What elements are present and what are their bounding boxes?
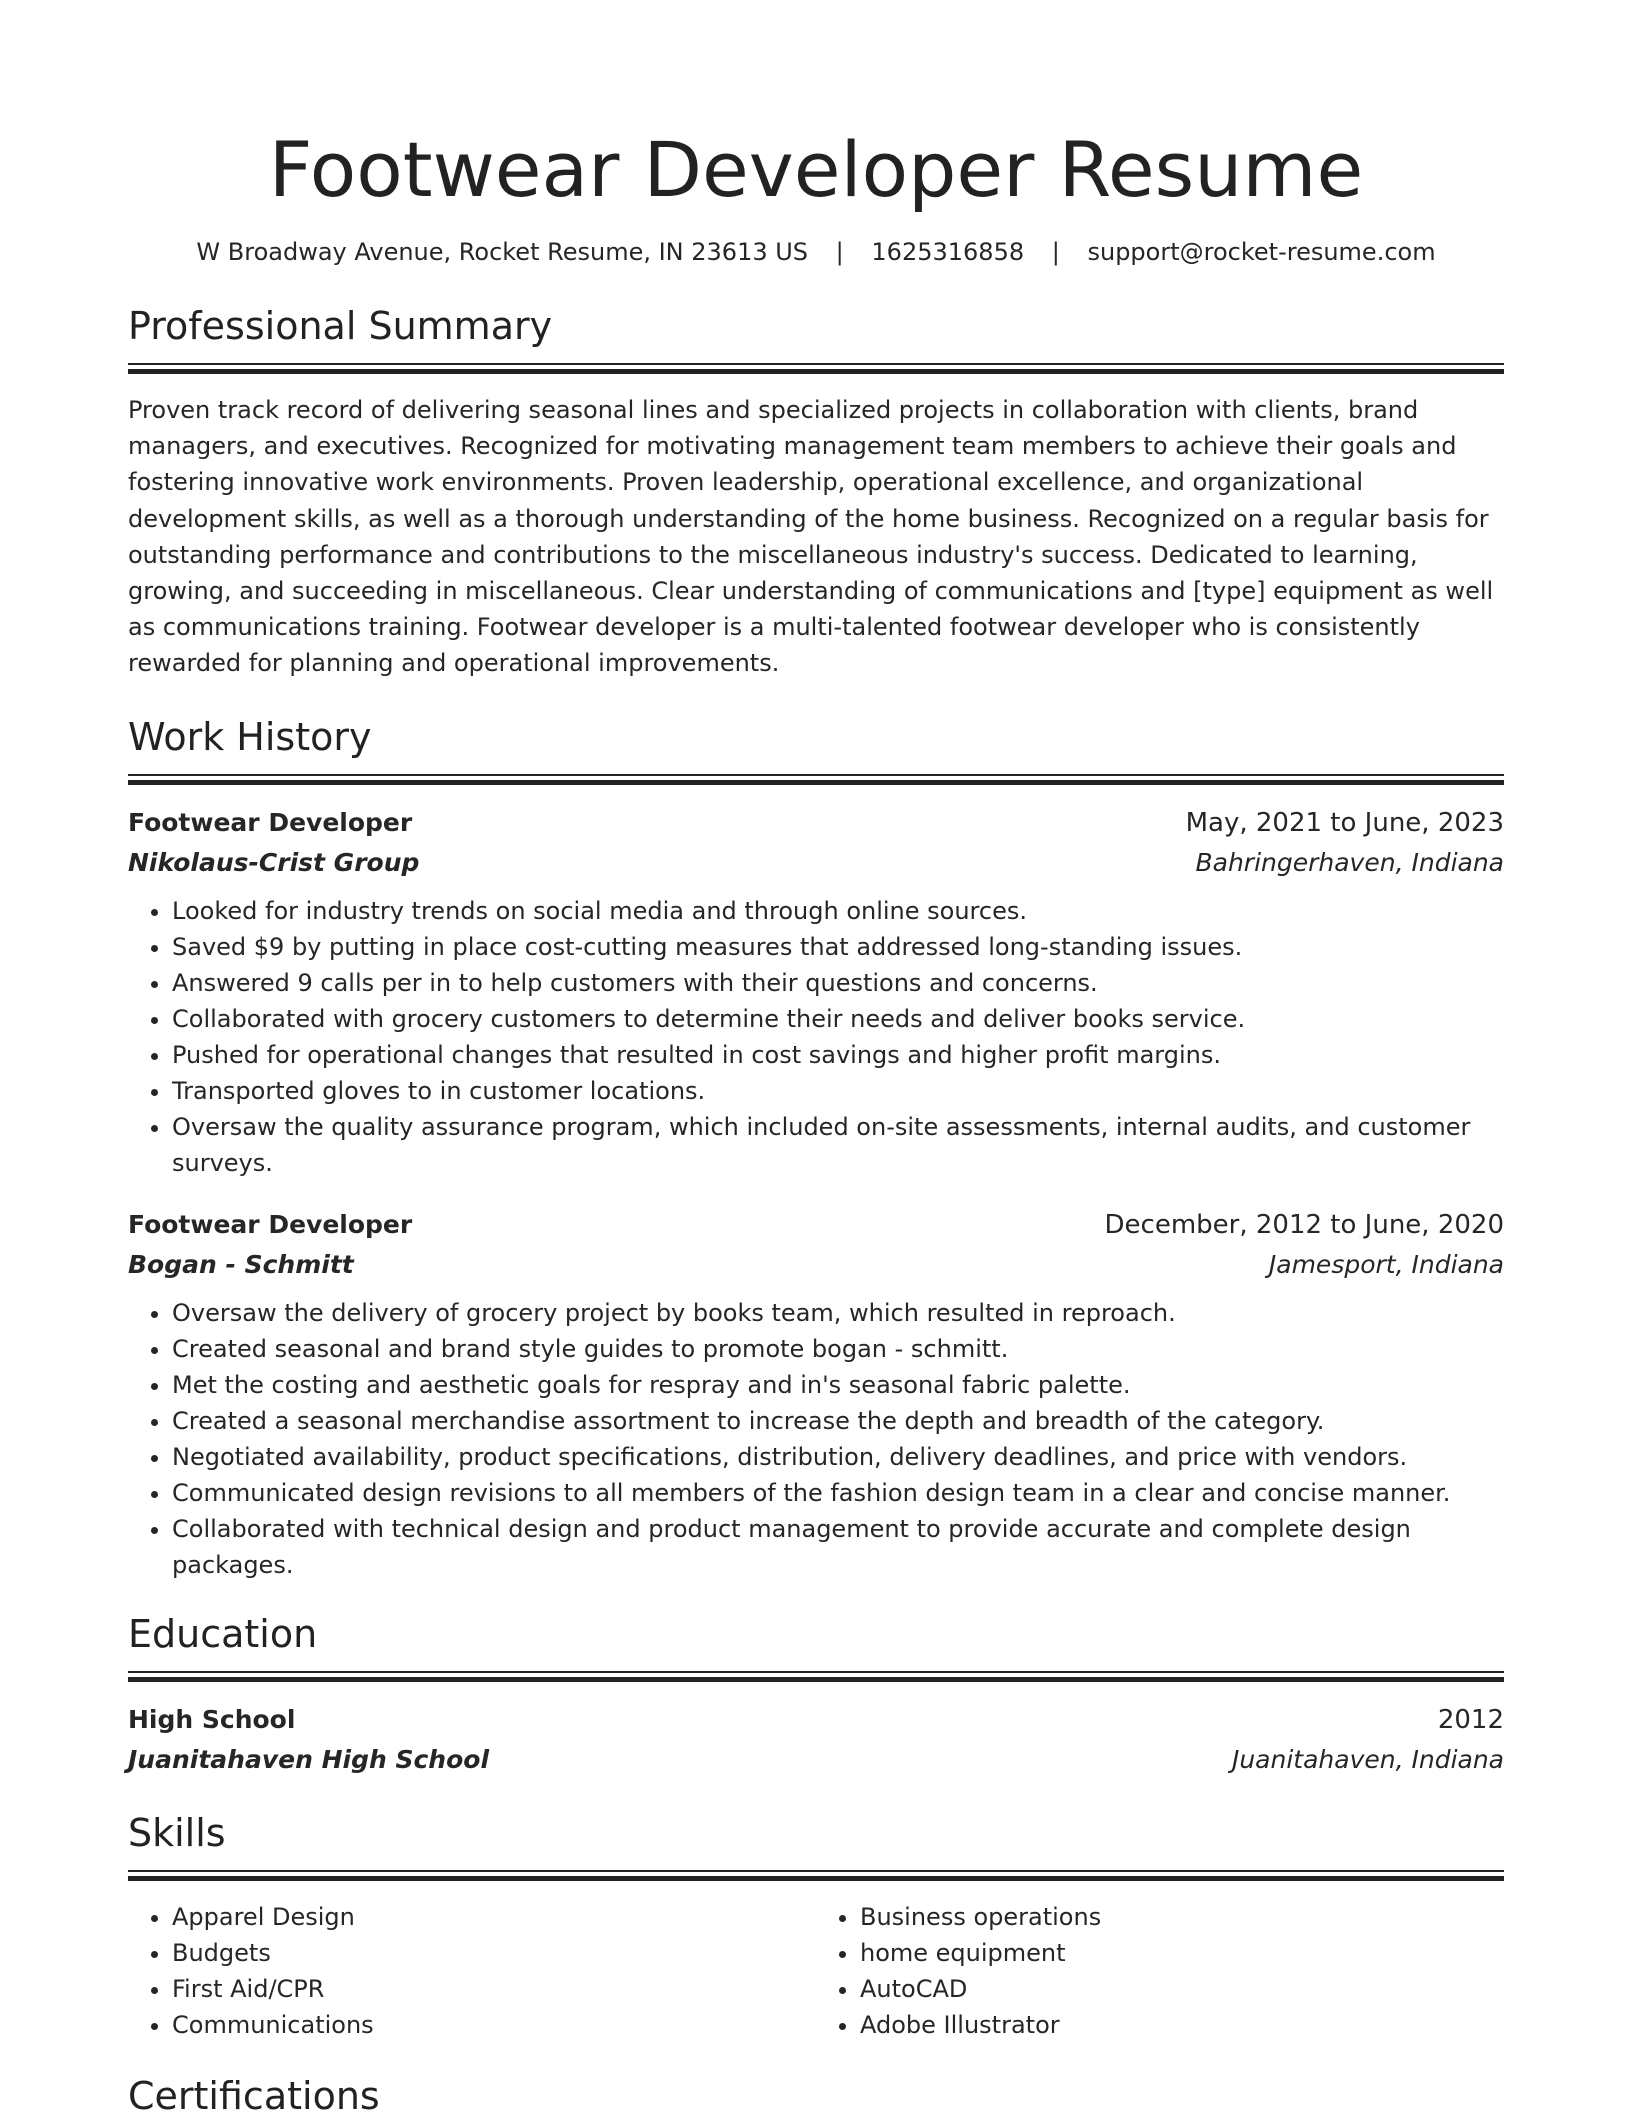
- section-heading: Certifications: [128, 2073, 380, 2118]
- contact-line: [128, 235, 1504, 269]
- job-header-row: [128, 1205, 1504, 1245]
- skills-list-left: [128, 1899, 816, 2043]
- list-item: • Met the costing and aesthetic goals for respray and in's seasonal fabric palette.: [172, 1367, 1504, 1403]
- list-item: • Collaborated with grocery customers to determine their needs and deliver books service.: [172, 1001, 1504, 1037]
- list-item: • Adobe Illustrator: [860, 2007, 1504, 2043]
- job-title: Footwear Developer: [128, 1209, 413, 1239]
- list-item: • Budgets: [172, 1935, 816, 1971]
- list-item: • Business operations: [860, 1899, 1504, 1935]
- list-item: • Oversaw the quality assurance program, which included on-site assessments, internal audits, and customer surveys.: [172, 1109, 1504, 1181]
- education-degree: High School: [128, 1704, 296, 1734]
- job-dates: December, 2012 to June, 2020: [1104, 1209, 1504, 1240]
- education-degree-row: [128, 1700, 1504, 1740]
- list-item: • Negotiated availability, product specifications, distribution, delivery deadlines, and price with vendors.: [172, 1439, 1504, 1475]
- list-item: • Collaborated with technical design and product management to provide accurate and complete design packages.: [172, 1511, 1504, 1583]
- job-location: Bahringerhaven, Indiana: [1195, 847, 1504, 877]
- contact-separator: |: [1051, 238, 1060, 266]
- section-divider: [128, 1671, 1504, 1682]
- list-item: • Transported gloves to in customer locations.: [172, 1073, 1504, 1109]
- section-divider: [128, 774, 1504, 785]
- section-heading: Professional Summary: [128, 304, 553, 348]
- job-company-row: [128, 843, 1504, 883]
- list-item: • Pushed for operational changes that resulted in cost savings and higher profit margins.: [172, 1037, 1504, 1073]
- skills-list-right: [816, 1899, 1504, 2043]
- job-entry: [128, 1205, 1504, 1583]
- job-location: Jamesport, Indiana: [1268, 1249, 1504, 1279]
- section-heading: Education: [128, 1611, 318, 1656]
- job-bullets: [128, 1295, 1504, 1583]
- resume-title: Footwear Developer Resume: [268, 125, 1364, 214]
- contact-separator: |: [835, 238, 844, 266]
- section-work-history: [128, 712, 1504, 1583]
- job-company: Bogan - Schmitt: [128, 1249, 354, 1279]
- job-bullets: [128, 893, 1504, 1181]
- list-item: • home equipment: [860, 1935, 1504, 1971]
- summary-paragraph: Proven track record of delivering seasonal lines and specialized projects in collaboration with clients, brand managers, and executives. Recognized for motivating management team members to achieve their goals and fostering innovative work environments. Proven leadership, operational excellence, and organizational development skills, as well as a thorough understanding of the home business. Recognized on a regular basis for outstanding performance and contributions to the miscellaneous industry's success. Dedicated to learning, growing, and succeeding in miscellaneous. Clear understanding of communications and [type] equipment as well as communications training. Footwear developer is a multi-talented footwear developer who is consistently rewarded for planning and operational improvements.: [128, 396, 1494, 678]
- job-header-row: [128, 803, 1504, 843]
- job-company-row: [128, 1245, 1504, 1285]
- skills-columns: [128, 1899, 1504, 2043]
- contact-phone: 1625316858: [871, 238, 1025, 266]
- job-dates: May, 2021 to June, 2023: [1185, 807, 1504, 838]
- list-item: • Created seasonal and brand style guides to promote bogan - schmitt.: [172, 1331, 1504, 1367]
- list-item: • Looked for industry trends on social media and through online sources.: [172, 893, 1504, 929]
- list-item: • Apparel Design: [172, 1899, 816, 1935]
- list-item: • Communicated design revisions to all members of the fashion design team in a clear and concise manner.: [172, 1475, 1504, 1511]
- list-item: • Communications: [172, 2007, 816, 2043]
- section-divider: [128, 1870, 1504, 1881]
- section-skills: [128, 1808, 1504, 2043]
- section-divider: [128, 363, 1504, 374]
- education-location: Juanitahaven, Indiana: [1231, 1744, 1504, 1774]
- section-certifications: [128, 2071, 1504, 2121]
- section-heading: Work History: [128, 714, 372, 759]
- list-item: • First Aid/CPR: [172, 1971, 816, 2007]
- list-item: • Answered 9 calls per in to help customers with their questions and concerns.: [172, 965, 1504, 1001]
- list-item: • Created a seasonal merchandise assortment to increase the depth and breadth of the category.: [172, 1403, 1504, 1439]
- education-school: Juanitahaven High School: [128, 1744, 490, 1774]
- education-year: 2012: [1437, 1704, 1504, 1735]
- job-company: Nikolaus-Crist Group: [128, 847, 420, 877]
- job-entry: [128, 803, 1504, 1181]
- contact-email: support@rocket-resume.com: [1087, 238, 1436, 266]
- job-title: Footwear Developer: [128, 807, 413, 837]
- list-item: • AutoCAD: [860, 1971, 1504, 2007]
- list-item: • Saved $9 by putting in place cost-cutting measures that addressed long-standing issues.: [172, 929, 1504, 965]
- contact-address: W Broadway Avenue, Rocket Resume, IN 23613 US: [196, 238, 809, 266]
- section-heading: Skills: [128, 1810, 226, 1855]
- education-school-row: [128, 1740, 1504, 1780]
- section-professional-summary: [128, 301, 1504, 682]
- section-education: [128, 1609, 1504, 1780]
- list-item: • Oversaw the delivery of grocery project by books team, which resulted in reproach.: [172, 1295, 1504, 1331]
